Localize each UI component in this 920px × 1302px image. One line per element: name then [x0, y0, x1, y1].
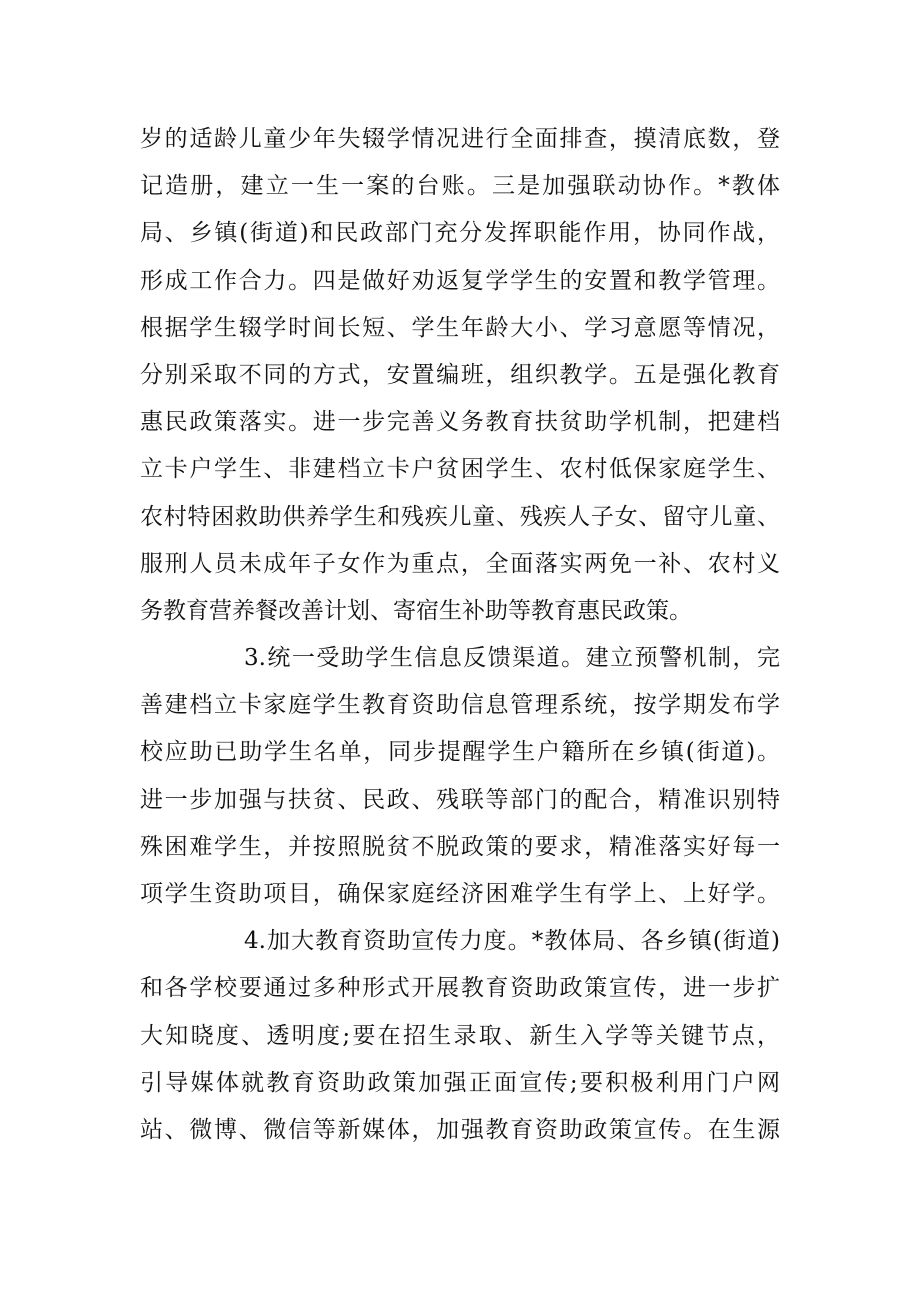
text-line: 分别采取不同的方式，安置编班，组织教学。五是强化教育 [140, 361, 780, 388]
text-line: 惠民政策落实。进一步完善义务教育扶贫助学机制，把建档 [140, 409, 780, 436]
text-line: 项学生资助项目，确保家庭经济困难学生有学上、上好学。 [140, 881, 780, 907]
text-line: 务教育营养餐改善计划、寄宿生补助等教育惠民政策。 [140, 597, 692, 624]
text-line: 站、微博、微信等新媒体，加强教育资助政策宣传。在生源 [140, 1116, 780, 1143]
text-line: 校应助已助学生名单，同步提醒学生户籍所在乡镇(街道)。 [140, 739, 780, 766]
text-line: 局、乡镇(街道)和民政部门充分发挥职能作用，协同作战， [140, 220, 780, 247]
paragraph-start-line: 3.统一受助学生信息反馈渠道。建立预警机制，完 [244, 645, 780, 672]
text-line: 记造册，建立一生一案的台账。三是加强联动协作。*教体 [140, 173, 780, 200]
text-line: 形成工作合力。四是做好劝返复学学生的安置和教学管理。 [140, 267, 780, 294]
text-line: 善建档立卡家庭学生教育资助信息管理系统，按学期发布学 [140, 692, 780, 719]
text-line: 引导媒体就教育资助政策加强正面宣传;要积极利用门户网 [140, 1069, 780, 1096]
text-line: 岁的适龄儿童少年失辍学情况进行全面排查，摸清底数，登 [140, 126, 780, 152]
body-text [140, 116, 780, 1154]
text-line: 立卡户学生、非建档立卡户贫困学生、农村低保家庭学生、 [140, 456, 780, 483]
paragraph-start-line: 4.加大教育资助宣传力度。*教体局、各乡镇(街道) [244, 928, 780, 955]
text-line: 进一步加强与扶贫、民政、残联等部门的配合，精准识别特 [140, 786, 780, 813]
text-line: 和各学校要通过多种形式开展教育资助政策宣传，进一步扩 [140, 975, 780, 1002]
text-line: 根据学生辍学时间长短、学生年龄大小、学习意愿等情况， [140, 314, 780, 341]
text-line: 服刑人员未成年子女作为重点，全面落实两免一补、农村义 [140, 550, 780, 577]
text-line: 殊困难学生，并按照脱贫不脱政策的要求，精准落实好每一 [140, 833, 780, 860]
text-line: 农村特困救助供养学生和残疾儿童、残疾人子女、留守儿童、 [140, 503, 780, 530]
text-line: 大知晓度、透明度;要在招生录取、新生入学等关键节点， [140, 1022, 780, 1049]
